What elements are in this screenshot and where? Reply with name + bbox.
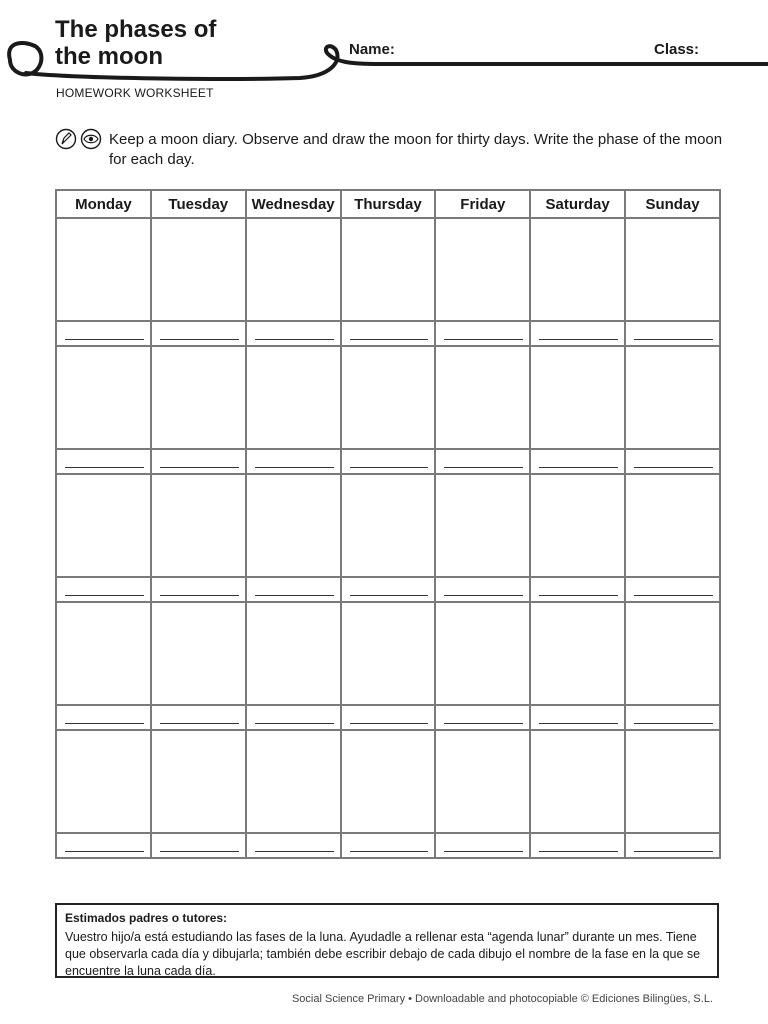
moon-phase-write-cell[interactable] <box>530 449 625 474</box>
moon-drawing-cell[interactable] <box>56 218 151 321</box>
moon-drawing-cell[interactable] <box>341 474 436 577</box>
name-label: Name: <box>349 41 395 58</box>
week-drawing-row <box>56 474 720 577</box>
moon-drawing-cell[interactable] <box>151 346 246 449</box>
moon-drawing-cell[interactable] <box>341 218 436 321</box>
writing-line <box>444 723 523 724</box>
moon-drawing-cell[interactable] <box>56 730 151 833</box>
moon-drawing-cell[interactable] <box>625 346 720 449</box>
moon-phase-write-cell[interactable] <box>530 577 625 602</box>
moon-drawing-cell[interactable] <box>530 218 625 321</box>
writing-line <box>255 851 334 852</box>
moon-drawing-cell[interactable] <box>435 730 530 833</box>
instruction-text: Keep a moon diary. Observe and draw the moon for thirty days. Write the phase of the moon for each day. <box>109 131 723 168</box>
moon-phase-write-cell[interactable] <box>435 321 530 346</box>
moon-drawing-cell[interactable] <box>435 346 530 449</box>
writing-line <box>350 339 429 340</box>
writing-line <box>634 595 713 596</box>
moon-drawing-cell[interactable] <box>246 218 341 321</box>
moon-phase-write-cell[interactable] <box>56 321 151 346</box>
writing-line <box>255 339 334 340</box>
page-title <box>55 16 216 70</box>
writing-line <box>539 723 618 724</box>
day-header-sunday: Sunday <box>625 190 720 218</box>
moon-drawing-cell[interactable] <box>625 474 720 577</box>
writing-line <box>539 595 618 596</box>
writing-line <box>350 851 429 852</box>
eye-icon <box>82 130 101 149</box>
footer-credit: Social Science Primary • Downloadable and photocopiable © Ediciones Bilingües, S.L. <box>291 993 713 1005</box>
moon-drawing-cell[interactable] <box>56 474 151 577</box>
writing-line <box>255 723 334 724</box>
moon-drawing-cell[interactable] <box>341 730 436 833</box>
moon-drawing-cell[interactable] <box>530 602 625 705</box>
day-header-friday: Friday <box>435 190 530 218</box>
moon-phase-write-cell[interactable] <box>151 833 246 858</box>
writing-line <box>634 467 713 468</box>
moon-phase-write-cell[interactable] <box>341 705 436 730</box>
writing-line <box>350 723 429 724</box>
week-writing-row <box>56 833 720 858</box>
week-writing-row <box>56 577 720 602</box>
moon-phase-write-cell[interactable] <box>530 833 625 858</box>
writing-line <box>255 467 334 468</box>
moon-phase-write-cell[interactable] <box>435 833 530 858</box>
moon-diary-calendar <box>55 189 721 859</box>
writing-line <box>65 851 144 852</box>
pencil-icon <box>57 130 76 149</box>
writing-line <box>350 467 429 468</box>
moon-phase-write-cell[interactable] <box>625 321 720 346</box>
parents-note-heading: Estimados padres o tutores: <box>65 911 228 925</box>
moon-phase-write-cell[interactable] <box>246 833 341 858</box>
moon-phase-write-cell[interactable] <box>530 321 625 346</box>
writing-line <box>65 339 144 340</box>
moon-phase-write-cell[interactable] <box>341 577 436 602</box>
writing-line <box>634 723 713 724</box>
parents-note-text: Vuestro hijo/a está estudiando las fases de la luna. Ayudadle a rellenar esta “agenda lunar” durante un mes. Tiene que observarla cada día y dibujarla; también debe escribir debajo de cada dibujo el nombre de la fase en la que se encuentre la luna cada día. <box>65 930 701 978</box>
moon-drawing-cell[interactable] <box>56 602 151 705</box>
day-header-tuesday: Tuesday <box>151 190 246 218</box>
writing-line <box>160 595 239 596</box>
calendar-header-row <box>56 190 720 218</box>
moon-phase-write-cell[interactable] <box>246 321 341 346</box>
week-drawing-row <box>56 602 720 705</box>
moon-drawing-cell[interactable] <box>625 218 720 321</box>
writing-line <box>65 723 144 724</box>
moon-drawing-cell[interactable] <box>341 602 436 705</box>
moon-drawing-cell[interactable] <box>625 730 720 833</box>
moon-phase-write-cell[interactable] <box>246 577 341 602</box>
moon-phase-write-cell[interactable] <box>151 321 246 346</box>
moon-drawing-cell[interactable] <box>625 602 720 705</box>
moon-drawing-cell[interactable] <box>530 346 625 449</box>
moon-phase-write-cell[interactable] <box>530 705 625 730</box>
writing-line <box>65 595 144 596</box>
moon-drawing-cell[interactable] <box>246 346 341 449</box>
writing-line <box>539 339 618 340</box>
writing-line <box>444 595 523 596</box>
writing-line <box>160 467 239 468</box>
parents-note-box <box>55 903 719 978</box>
writing-line <box>255 595 334 596</box>
moon-phase-write-cell[interactable] <box>151 449 246 474</box>
writing-line <box>65 467 144 468</box>
moon-phase-write-cell[interactable] <box>435 449 530 474</box>
writing-line <box>160 723 239 724</box>
worksheet-subtitle: HOMEWORK WORKSHEET <box>56 86 214 100</box>
moon-drawing-cell[interactable] <box>435 474 530 577</box>
moon-phase-write-cell[interactable] <box>625 577 720 602</box>
moon-phase-write-cell[interactable] <box>341 833 436 858</box>
calendar-body <box>56 218 720 858</box>
moon-phase-write-cell[interactable] <box>151 705 246 730</box>
moon-phase-write-cell[interactable] <box>341 321 436 346</box>
page-title-line1: The phases of <box>55 16 217 43</box>
moon-drawing-cell[interactable] <box>246 602 341 705</box>
moon-phase-write-cell[interactable] <box>246 705 341 730</box>
week-drawing-row <box>56 730 720 833</box>
writing-line <box>539 467 618 468</box>
writing-line <box>160 851 239 852</box>
moon-drawing-cell[interactable] <box>151 602 246 705</box>
moon-drawing-cell[interactable] <box>246 730 341 833</box>
moon-drawing-cell[interactable] <box>530 474 625 577</box>
week-writing-row <box>56 449 720 474</box>
day-header-wednesday: Wednesday <box>246 190 341 218</box>
moon-drawing-cell[interactable] <box>151 730 246 833</box>
moon-phase-write-cell[interactable] <box>151 577 246 602</box>
moon-drawing-cell[interactable] <box>56 346 151 449</box>
day-header-thursday: Thursday <box>341 190 436 218</box>
writing-line <box>444 339 523 340</box>
moon-phase-write-cell[interactable] <box>56 577 151 602</box>
writing-line <box>444 851 523 852</box>
class-label: Class: <box>654 41 700 58</box>
moon-phase-write-cell[interactable] <box>435 577 530 602</box>
moon-drawing-cell[interactable] <box>246 474 341 577</box>
moon-drawing-cell[interactable] <box>341 346 436 449</box>
moon-drawing-cell[interactable] <box>530 730 625 833</box>
week-writing-row <box>56 705 720 730</box>
moon-phase-write-cell[interactable] <box>341 449 436 474</box>
moon-phase-write-cell[interactable] <box>56 705 151 730</box>
moon-phase-write-cell[interactable] <box>625 449 720 474</box>
week-drawing-row <box>56 218 720 321</box>
writing-line <box>539 851 618 852</box>
writing-line <box>634 851 713 852</box>
moon-phase-write-cell[interactable] <box>435 705 530 730</box>
moon-phase-write-cell[interactable] <box>246 449 341 474</box>
week-drawing-row <box>56 346 720 449</box>
writing-line <box>350 595 429 596</box>
instruction-icons <box>55 128 105 155</box>
moon-phase-write-cell[interactable] <box>625 705 720 730</box>
moon-drawing-cell[interactable] <box>151 218 246 321</box>
moon-drawing-cell[interactable] <box>435 602 530 705</box>
moon-drawing-cell[interactable] <box>151 474 246 577</box>
day-header-monday: Monday <box>56 190 151 218</box>
week-writing-row <box>56 321 720 346</box>
moon-drawing-cell[interactable] <box>435 218 530 321</box>
moon-phase-write-cell[interactable] <box>56 833 151 858</box>
page-title-line2: the moon <box>55 43 163 70</box>
moon-phase-write-cell[interactable] <box>56 449 151 474</box>
writing-line <box>160 339 239 340</box>
moon-phase-write-cell[interactable] <box>625 833 720 858</box>
writing-line <box>634 339 713 340</box>
writing-line <box>444 467 523 468</box>
day-header-saturday: Saturday <box>530 190 625 218</box>
